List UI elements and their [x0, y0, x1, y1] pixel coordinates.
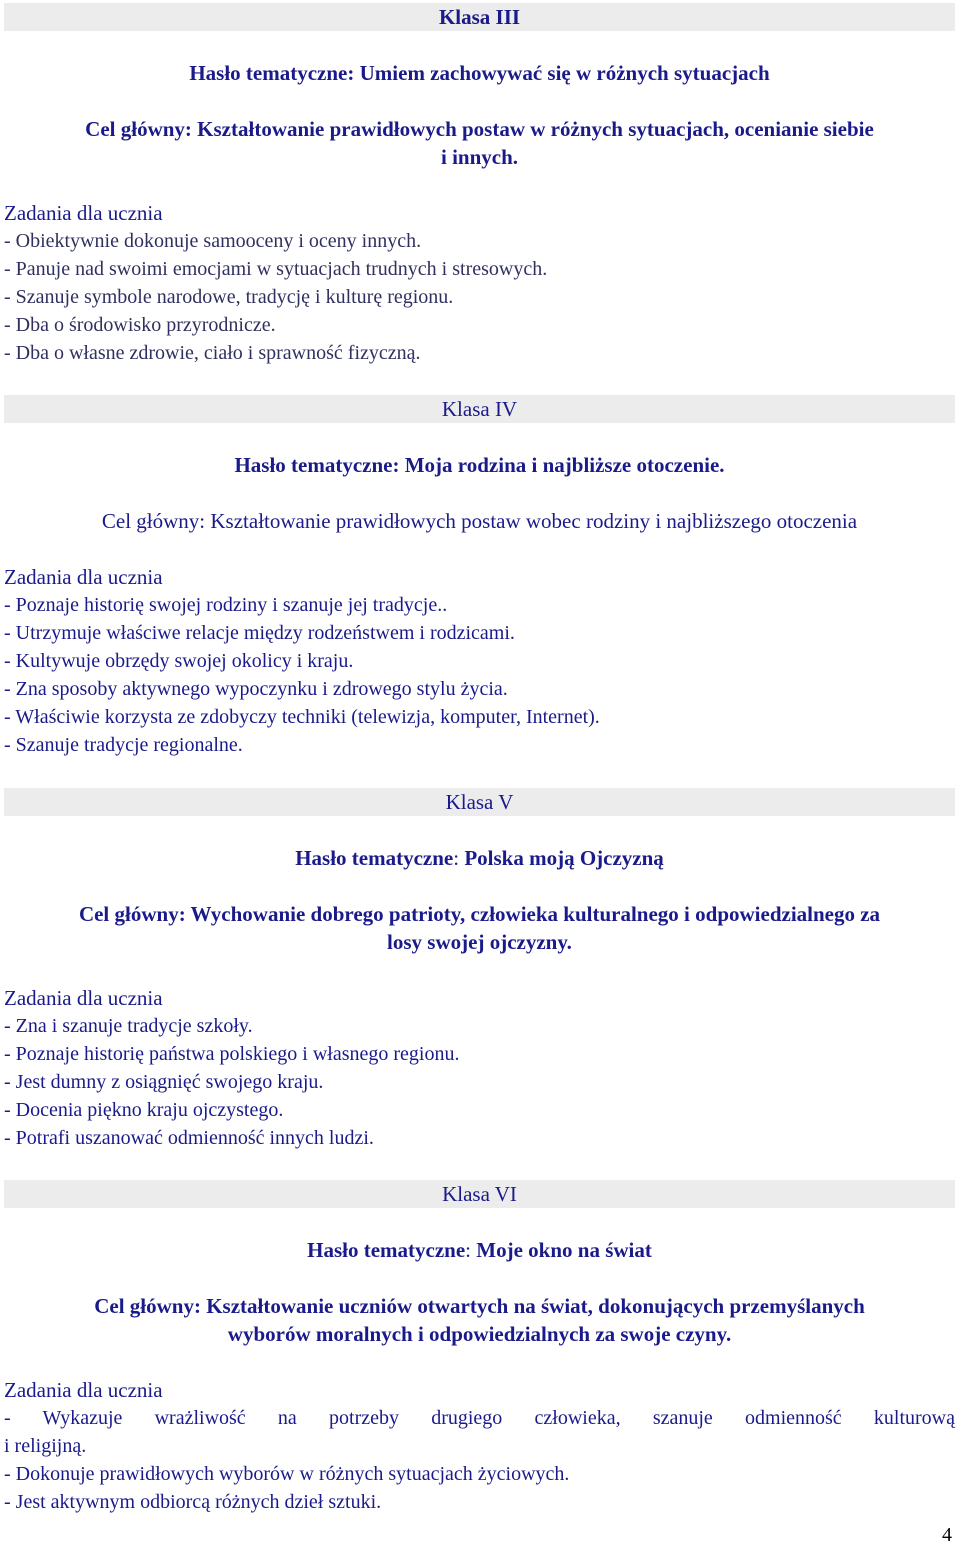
theme-value: Moje okno na świat	[476, 1238, 652, 1262]
task-item-continuation: i religijną.	[4, 1435, 87, 1457]
class-header-v: Klasa V	[4, 788, 955, 816]
goal-iii	[4, 115, 955, 171]
class-header-vi: Klasa VI	[4, 1180, 955, 1208]
task-item: - Zna i szanuje tradycje szkoły.	[4, 1015, 253, 1037]
theme-iv	[4, 451, 955, 479]
theme-label: Hasło tematyczne:	[234, 453, 400, 477]
theme-colon: :	[453, 846, 460, 870]
goal-line: wyborów moralnych i odpowiedzialnych za swoje czyny.	[227, 1322, 732, 1346]
goal-line: Cel główny: Wychowanie dobrego patrioty, człowieka kulturalnego i odpowiedzialnego za	[78, 902, 881, 926]
goal-line: Cel główny: Kształtowanie uczniów otwartych na świat, dokonujących przemyślanych	[94, 1294, 865, 1318]
task-item: - Panuje nad swoimi emocjami w sytuacjach trudnych i stresowych.	[4, 258, 548, 280]
goal-line: Cel główny: Kształtowanie prawidłowych postaw wobec rodziny i najbliższego otoczenia	[101, 509, 858, 533]
task-item: - Dba o własne zdrowie, ciało i sprawność fizyczną.	[4, 342, 421, 364]
tasks-iv	[4, 563, 955, 759]
page-number: 4	[942, 1524, 952, 1546]
theme-colon: :	[465, 1238, 472, 1262]
goal-iv	[4, 507, 955, 535]
tasks-title: Zadania dla ucznia	[4, 201, 163, 225]
theme-vi	[4, 1236, 955, 1264]
task-item: - Kultywuje obrzędy swojej okolicy i kraju.	[4, 650, 354, 672]
tasks-iii	[4, 199, 955, 367]
task-item: - Jest dumny z osiągnięć swojego kraju.	[4, 1071, 324, 1093]
tasks-title: Zadania dla ucznia	[4, 565, 163, 589]
class-header-iv: Klasa IV	[4, 395, 955, 423]
task-item: - Dba o środowisko przyrodnicze.	[4, 314, 276, 336]
class-header-iii: Klasa III	[4, 3, 955, 31]
tasks-title: Zadania dla ucznia	[4, 986, 163, 1010]
goal-v	[4, 900, 955, 956]
tasks-v	[4, 984, 955, 1152]
theme-label: Hasło tematyczne	[307, 1238, 466, 1262]
task-item: - Poznaje historię państwa polskiego i własnego regionu.	[4, 1043, 460, 1065]
task-item: - Obiektywnie dokonuje samooceny i oceny innych.	[4, 230, 422, 252]
task-item: - Właściwie korzysta ze zdobyczy techniki (telewizja, komputer, Internet).	[4, 706, 600, 728]
tasks-vi	[4, 1376, 955, 1516]
task-item: - Poznaje historię swojej rodziny i szanuje jej tradycje..	[4, 594, 448, 616]
theme-iii	[4, 59, 955, 87]
goal-line: Cel główny: Kształtowanie prawidłowych postaw w różnych sytuacjach, ocenianie siebie	[85, 117, 874, 141]
task-item: - Utrzymuje właściwe relacje między rodzeństwem i rodzicami.	[4, 622, 515, 644]
goal-vi	[4, 1292, 955, 1348]
tasks-title: Zadania dla ucznia	[4, 1378, 163, 1402]
task-item: - Jest aktywnym odbiorcą różnych dzieł sztuki.	[4, 1491, 382, 1513]
task-item: - Wykazuje wrażliwość na potrzeby drugiego człowieka, szanuje odmienność kulturową	[4, 1407, 955, 1429]
task-item: - Zna sposoby aktywnego wypoczynku i zdrowego stylu życia.	[4, 678, 508, 700]
goal-line: i innych.	[440, 145, 519, 169]
theme-value: Umiem zachowywać się w różnych sytuacjach	[359, 61, 770, 85]
theme-value: Polska moją Ojczyzną	[464, 846, 664, 870]
theme-v	[4, 844, 955, 872]
theme-label: Hasło tematyczne	[295, 846, 454, 870]
theme-value: Moja rodzina i najbliższe otoczenie.	[404, 453, 725, 477]
task-item: - Szanuje tradycje regionalne.	[4, 734, 243, 756]
goal-line: losy swojej ojczyzny.	[387, 930, 572, 954]
task-item: - Docenia piękno kraju ojczystego.	[4, 1099, 284, 1121]
task-item: - Dokonuje prawidłowych wyborów w różnych sytuacjach życiowych.	[4, 1463, 570, 1485]
task-item: - Potrafi uszanować odmienność innych ludzi.	[4, 1127, 374, 1149]
theme-label: Hasło tematyczne:	[189, 61, 355, 85]
task-item: - Szanuje symbole narodowe, tradycję i kulturę regionu.	[4, 286, 454, 308]
